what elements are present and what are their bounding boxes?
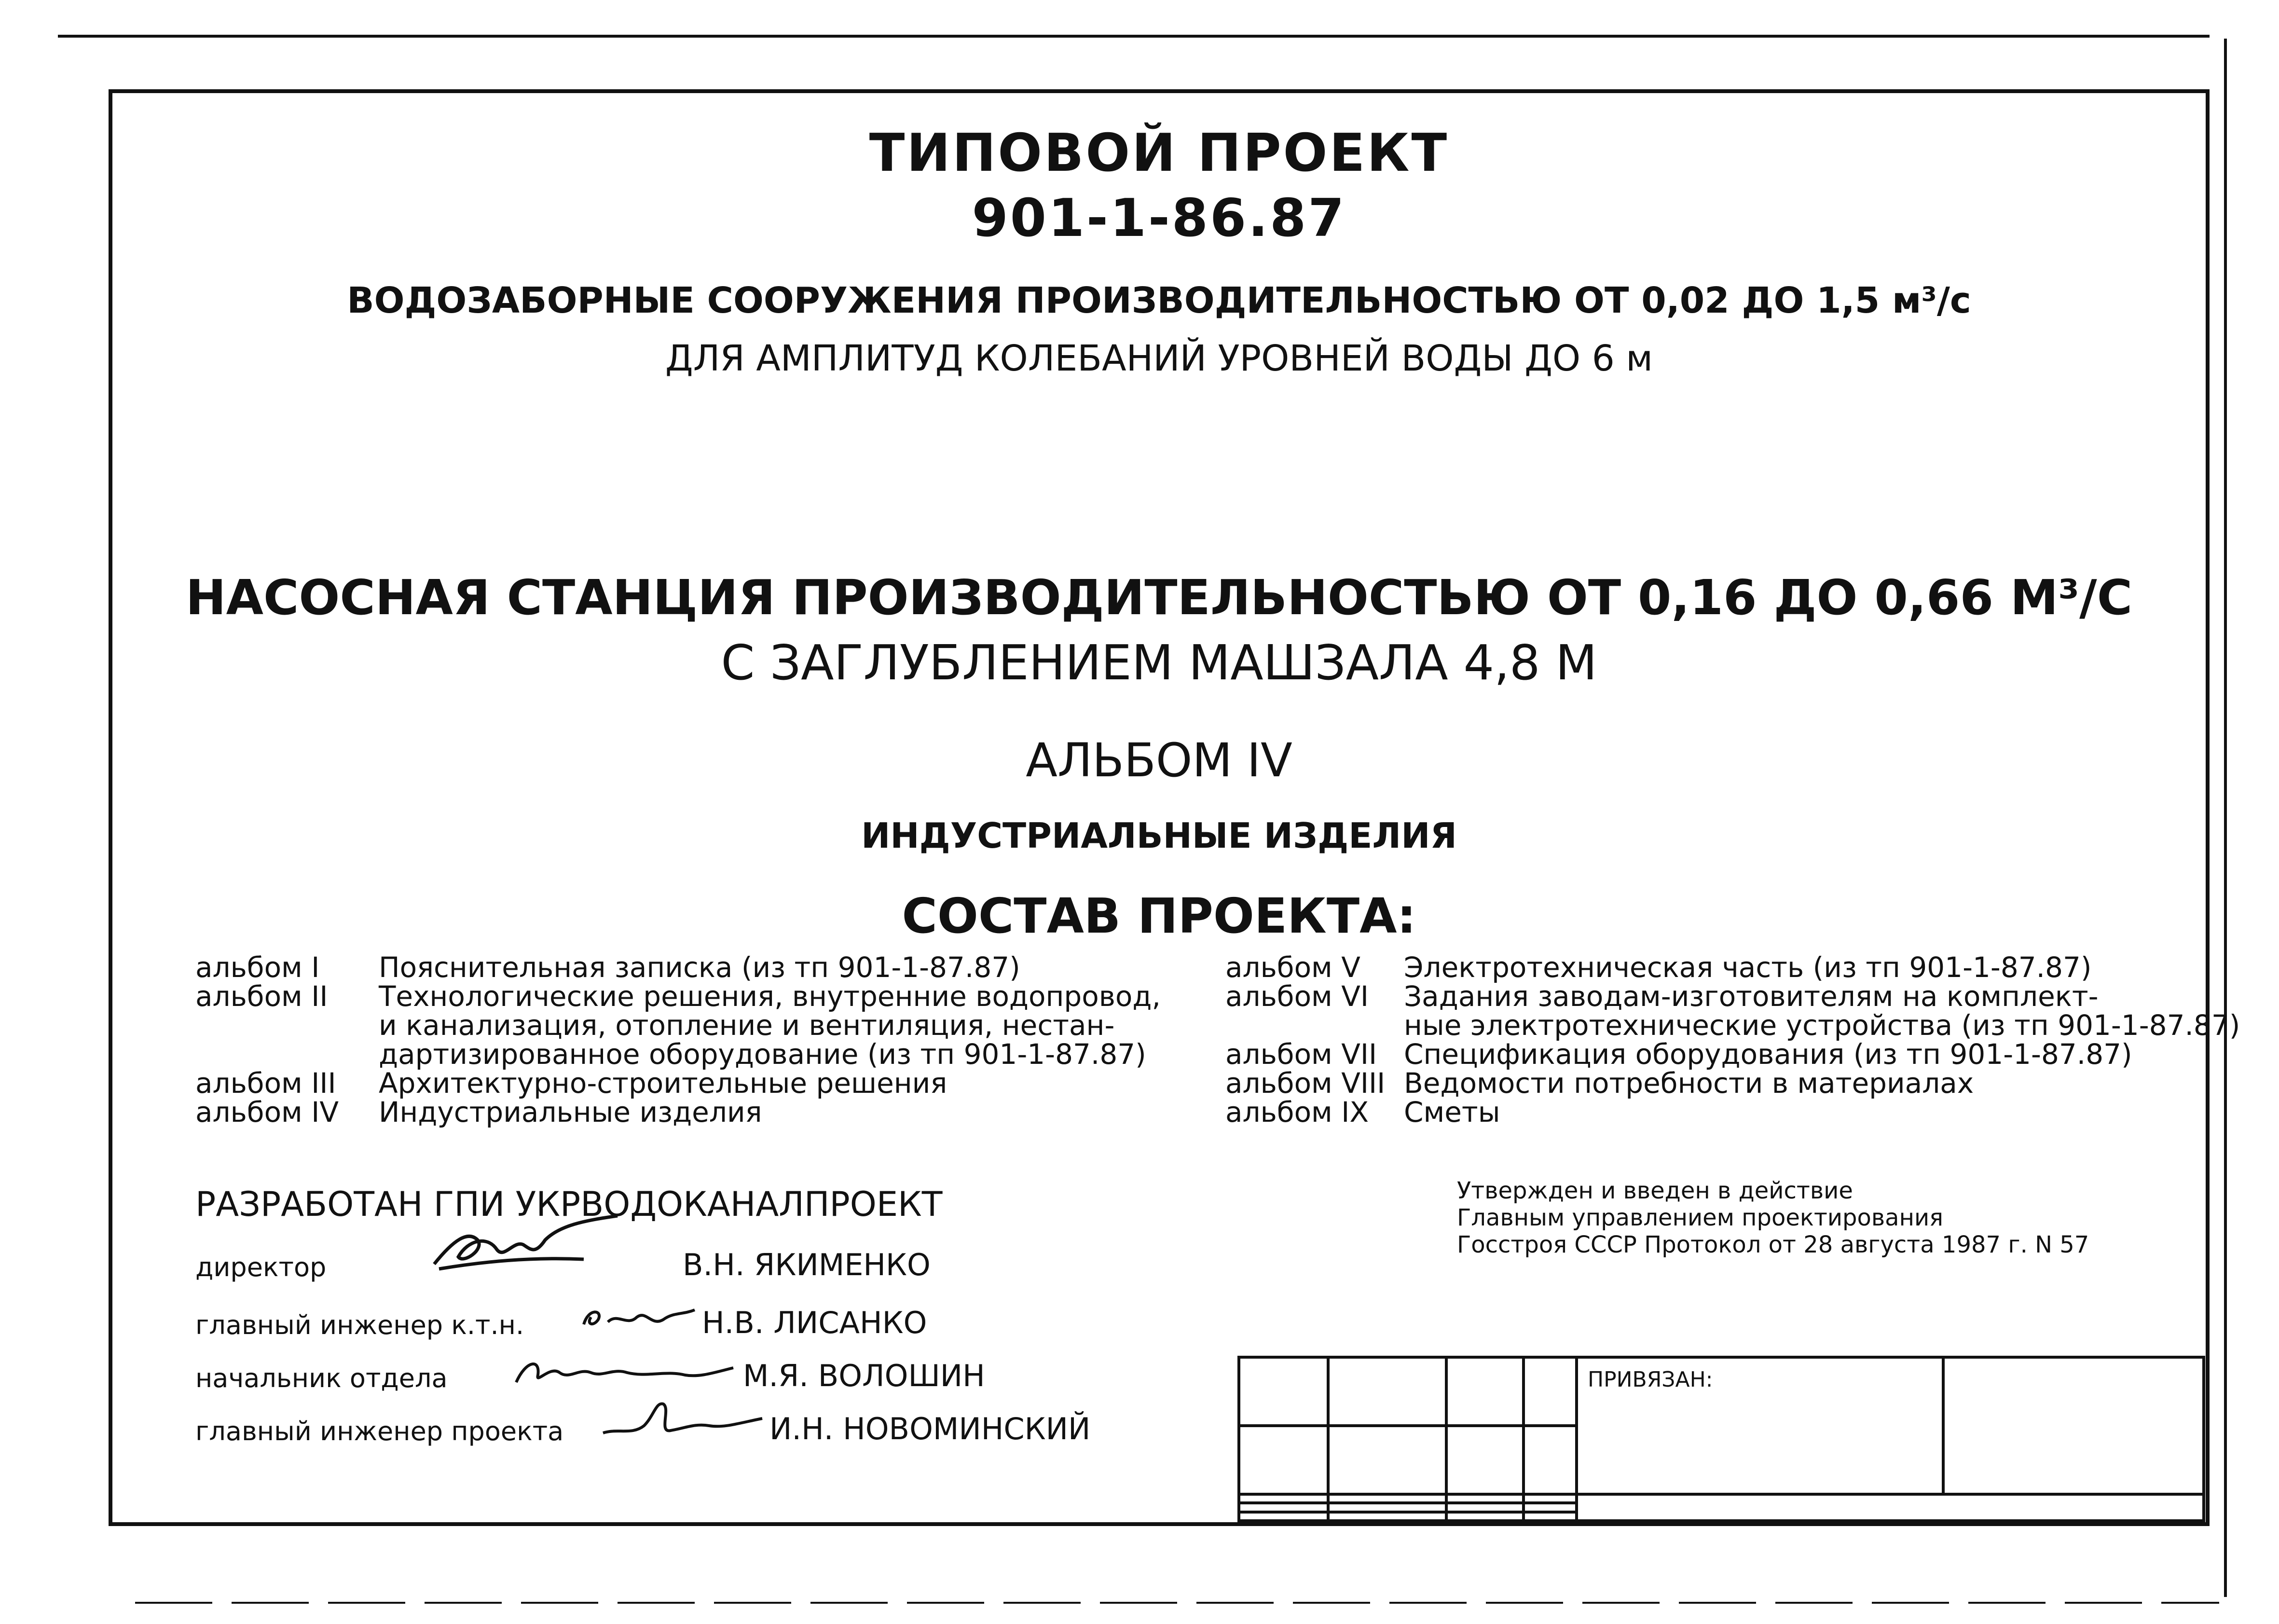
table-row — [1239, 1357, 2204, 1426]
composition-left-list — [195, 953, 1161, 1127]
list-item — [1225, 1040, 2240, 1069]
signatory-role: начальник отдела — [195, 1363, 448, 1393]
signatory-role: главный инженер проекта — [195, 1416, 564, 1446]
right-border-line — [2224, 39, 2227, 1597]
album-label — [1225, 1011, 1404, 1040]
list-item — [195, 1069, 1161, 1098]
album-text: Архитектурно-строительные решения — [379, 1067, 947, 1100]
signature-image — [579, 1298, 700, 1336]
album-label — [195, 1011, 379, 1040]
table-row — [1239, 1494, 2204, 1503]
album-label: альбом V — [1225, 951, 1360, 984]
album-label: альбом I — [195, 951, 320, 984]
album-text: Индустриальные изделия — [379, 1096, 762, 1129]
approval-note — [1457, 1177, 2089, 1258]
list-item — [195, 1098, 1161, 1127]
album-text: дартизированное оборудование (из тп 901-1-87.87) — [379, 1038, 1146, 1071]
album-text: Задания заводам-изготовителям на комплект- — [1404, 980, 2099, 1013]
stamp-table — [1237, 1356, 2205, 1522]
list-item — [195, 982, 1161, 1011]
album-label: альбом IX — [1225, 1096, 1369, 1129]
signature-image — [598, 1390, 772, 1452]
list-item — [1225, 982, 2240, 1011]
list-item — [1225, 1011, 2240, 1040]
list-item — [195, 1040, 1161, 1069]
album-label: альбом III — [195, 1067, 336, 1100]
signatory-name: В.Н. ЯКИМЕНКО — [683, 1247, 931, 1282]
list-item — [1225, 953, 2240, 982]
list-item — [195, 1011, 1161, 1040]
binding-label: ПРИВЯЗАН: — [1577, 1357, 1943, 1494]
signatory-name: И.Н. НОВОМИНСКИЙ — [769, 1411, 1091, 1446]
signatory-role: директор — [195, 1252, 327, 1282]
project-number: 901-1-86.87 — [972, 188, 1346, 248]
album-subject: ИНДУСТРИАЛЬНЫЕ ИЗДЕЛИЯ — [861, 815, 1457, 856]
album-text: Спецификация оборудования (из тп 901-1-87.87) — [1404, 1038, 2132, 1071]
album-label: альбом VII — [1225, 1038, 1377, 1071]
signatory-name: Н.В. ЛИСАНКО — [702, 1305, 927, 1340]
signatory-name: М.Я. ВОЛОШИН — [743, 1358, 985, 1393]
developer-title: РАЗРАБОТАН ГПИ УКРВОДОКАНАЛПРОЕКТ — [195, 1184, 943, 1224]
album-label: альбом IV — [195, 1096, 339, 1129]
album-label: альбом VI — [1225, 980, 1369, 1013]
project-type: ТИПОВОЙ ПРОЕКТ — [869, 123, 1449, 183]
album-label: альбом VIII — [1225, 1067, 1386, 1100]
title-line-2: С ЗАГЛУБЛЕНИЕМ МАШЗАЛА 4,8 М — [721, 634, 1597, 691]
album-text: Технологические решения, внутренние водопровод, — [379, 980, 1161, 1013]
album-text: Пояснительная записка (из тп 901-1-87.87) — [379, 951, 1020, 984]
subtitle-line-2: ДЛЯ АМПЛИТУД КОЛЕБАНИЙ УРОВНЕЙ ВОДЫ ДО 6 м — [665, 338, 1653, 379]
list-item — [195, 953, 1161, 982]
approval-line-3: Госстроя СССР Протокол от 28 августа 1987 г. N 57 — [1457, 1231, 2089, 1258]
album-text: ные электротехнические устройства (из тп 901-1-87.87) — [1404, 1009, 2240, 1042]
album-label — [195, 1040, 379, 1069]
list-item — [1225, 1098, 2240, 1127]
album-number: АЛЬБОМ IV — [1026, 733, 1292, 787]
album-label: альбом II — [195, 980, 328, 1013]
subtitle-line-1: ВОДОЗАБОРНЫЕ СООРУЖЕНИЯ ПРОИЗВОДИТЕЛЬНОСТЬЮ ОТ 0,02 ДО 1,5 м³/с — [347, 280, 1971, 321]
album-text: и канализация, отопление и вентиляция, нестан- — [379, 1009, 1115, 1042]
album-text: Сметы — [1404, 1096, 1500, 1129]
signature-image — [425, 1211, 627, 1283]
composition-right-list — [1225, 953, 2240, 1127]
album-text: Ведомости потребности в материалах — [1404, 1067, 1974, 1100]
approval-line-2: Главным управлением проектирования — [1457, 1204, 1944, 1231]
list-item — [1225, 1069, 2240, 1098]
bottom-dashed-line — [135, 1602, 2219, 1604]
title-line-1: НАСОСНАЯ СТАНЦИЯ ПРОИЗВОДИТЕЛЬНОСТЬЮ ОТ 0,16 ДО 0,66 М³/С — [185, 569, 2133, 626]
signature-image — [511, 1346, 738, 1394]
approval-line-1: Утвержден и введен в действие — [1457, 1177, 1853, 1204]
top-border-line — [58, 35, 2210, 38]
signatory-role: главный инженер к.т.н. — [195, 1310, 524, 1340]
composition-heading: СОСТАВ ПРОЕКТА: — [902, 888, 1416, 944]
album-text: Электротехническая часть (из тп 901-1-87.87) — [1404, 951, 2092, 984]
